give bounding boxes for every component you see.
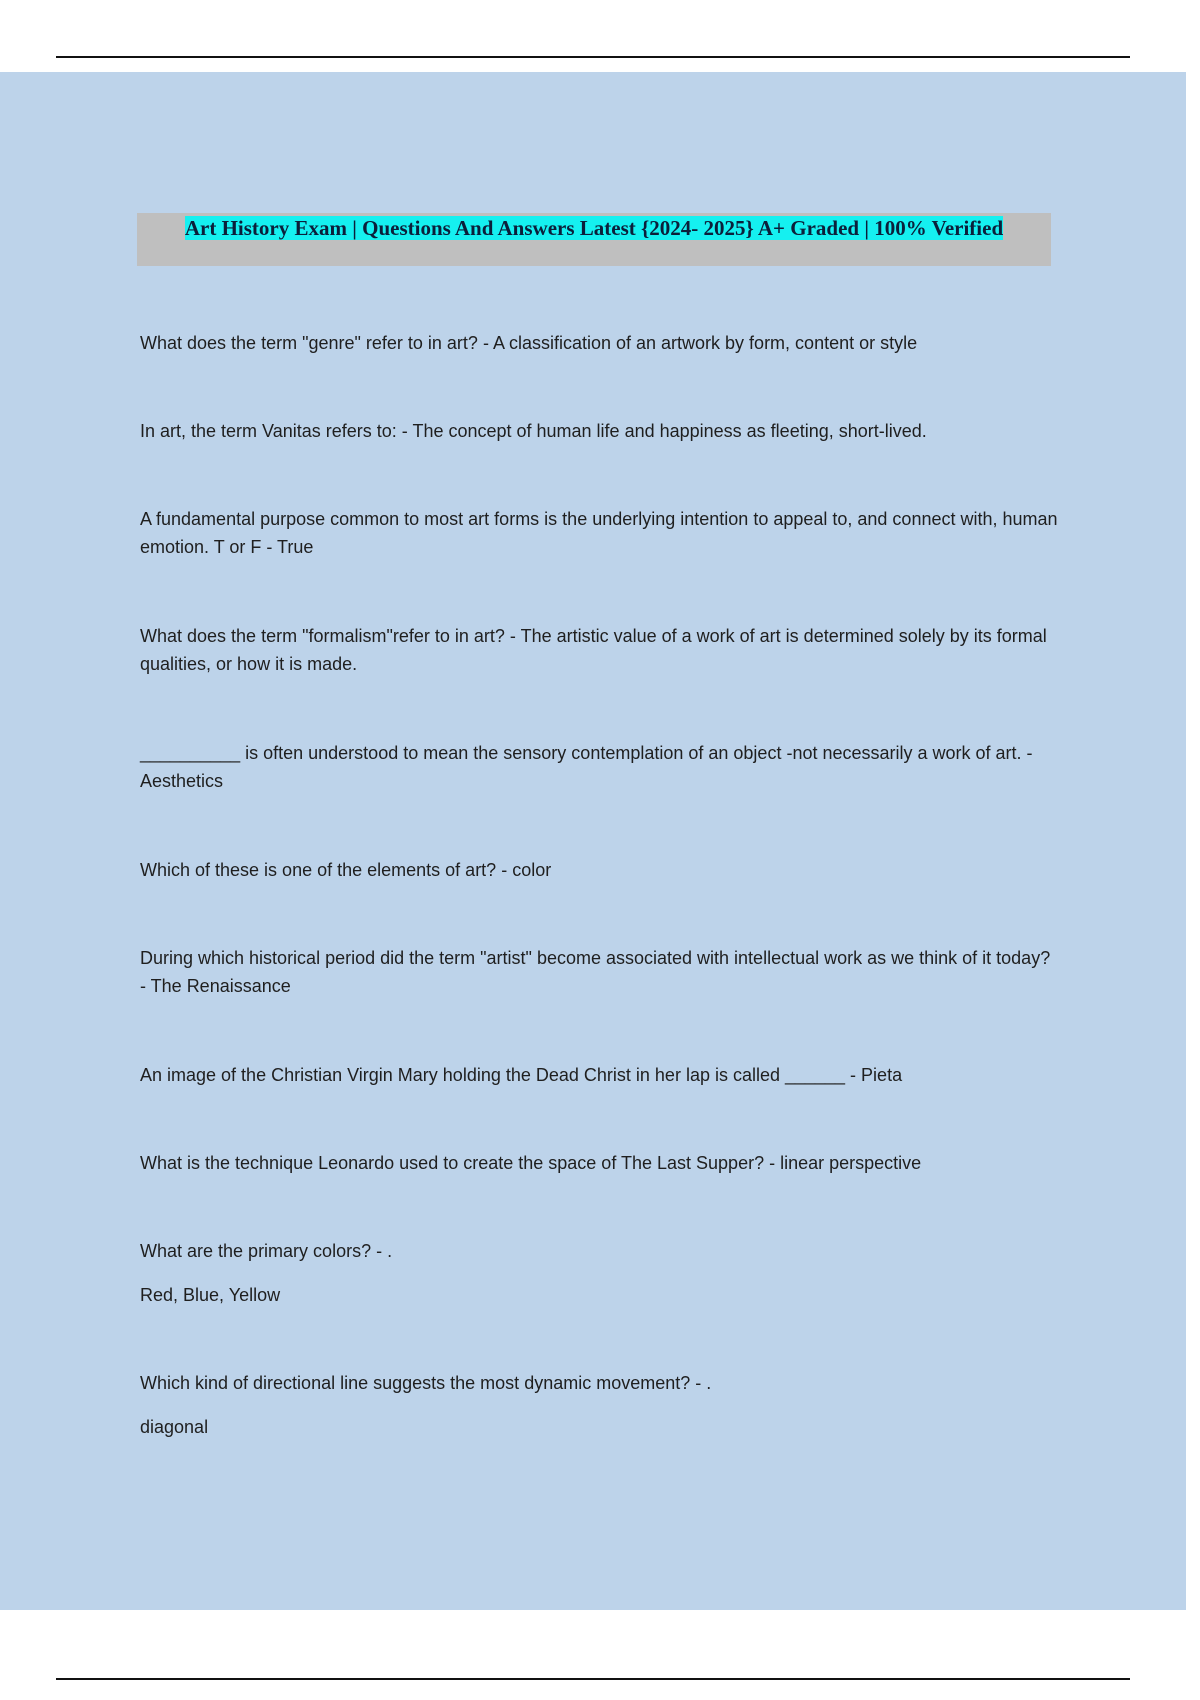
qa-text: What does the term "formalism"refer to in art? - The artistic value of a work of art is determined solely by its formal qualities, or how it is made. xyxy=(140,626,1047,674)
qa-item-3 xyxy=(140,505,1060,561)
qa-text: In art, the term Vanitas refers to: - The concept of human life and happiness as fleeting, short-lived. xyxy=(140,421,927,441)
qa-text: What does the term "genre" refer to in art? - A classification of an artwork by form, content or style xyxy=(140,333,918,353)
qa-item-2 xyxy=(140,417,1060,445)
qa-item-5 xyxy=(140,739,1060,795)
qa-text: During which historical period did the term "artist" become associated with intellectual work as we think of it today? - The Renaissance xyxy=(140,948,1051,996)
title-highlight: Art History Exam | Questions And Answers Latest {2024- 2025} A+ Graded | 100% Verified xyxy=(184,216,1004,240)
qa-text: __________ is often understood to mean the sensory contemplation of an object -not necessarily a work of art. - Aesthetics xyxy=(140,743,1033,791)
qa-item-7 xyxy=(140,944,1060,1000)
document-title xyxy=(185,215,1003,242)
qa-text: What is the technique Leonardo used to create the space of The Last Supper? - linear perspective xyxy=(140,1153,922,1173)
qa-answer: diagonal xyxy=(140,1417,209,1437)
qa-item-9 xyxy=(140,1149,1060,1177)
qa-item-1 xyxy=(140,329,1060,357)
qa-item-10 xyxy=(140,1237,1060,1309)
qa-text: An image of the Christian Virgin Mary holding the Dead Christ in her lap is called ______ - Pieta xyxy=(140,1065,903,1085)
qa-text: Which of these is one of the elements of art? - color xyxy=(140,860,552,880)
qa-item-8 xyxy=(140,1061,1060,1089)
qa-text: A fundamental purpose common to most art forms is the underlying intention to appeal to, and connect with, human emotion. T or F - True xyxy=(140,509,1058,557)
title-bar xyxy=(137,213,1051,266)
top-rule xyxy=(56,56,1130,58)
bottom-rule xyxy=(56,1678,1130,1680)
qa-text: What are the primary colors? - . xyxy=(140,1241,393,1261)
qa-answer: Red, Blue, Yellow xyxy=(140,1285,281,1305)
qa-item-4 xyxy=(140,622,1060,678)
qa-item-6 xyxy=(140,856,1060,884)
qa-item-11 xyxy=(140,1369,1060,1441)
qa-text: Which kind of directional line suggests the most dynamic movement? - . xyxy=(140,1373,712,1393)
